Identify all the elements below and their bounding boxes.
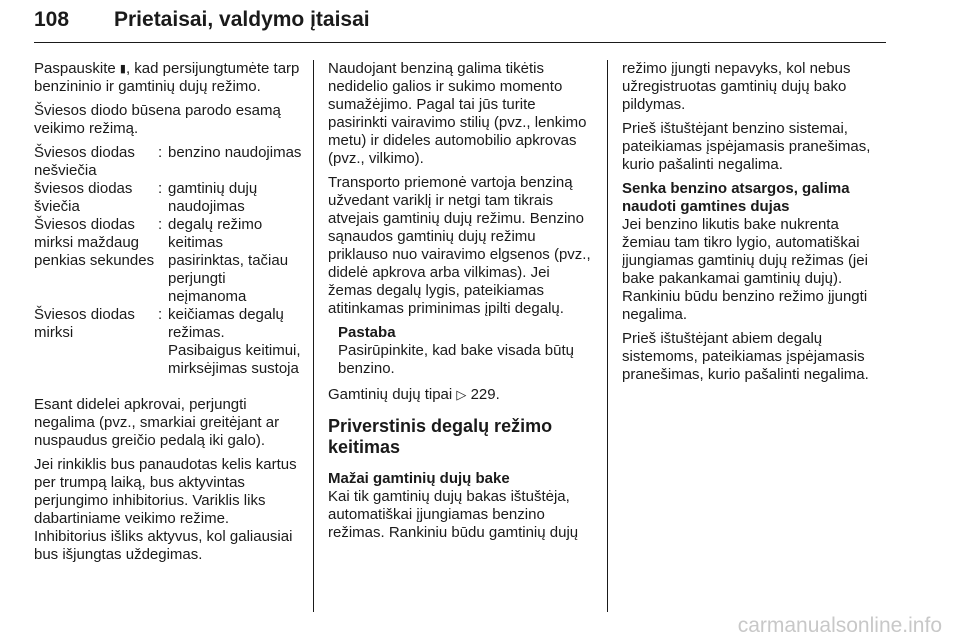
paragraph-fuel-button: Paspauskite ▮, kad persijungtumėte tarp benzininio ir gamtinių dujų režimo. bbox=[34, 60, 300, 95]
page-ref-icon: ▷ bbox=[456, 387, 467, 402]
subsection-heading: Senka benzino atsargos, galima naudoti gamtines dujas bbox=[622, 180, 850, 215]
fuel-button-icon: ▮ bbox=[119, 63, 126, 75]
column-divider-1 bbox=[313, 60, 314, 612]
paragraph-high-load: Esant didelei apkrovai, perjungti negalima (pvz., smarkiai greitėjant ar nuspaudus greičio pedalą iki galo). bbox=[34, 396, 280, 449]
definition-desc: benzino naudojimas bbox=[168, 144, 302, 161]
definition-term: Šviesos diodas mirksi bbox=[34, 306, 135, 341]
section-heading: Priverstinis degalų režimo keitimas bbox=[328, 416, 553, 457]
definition-row: Šviesos diodas mirksi : keičiamas degalų režimas. Pasibaigus keitimui, mirksėjimas sustoja bbox=[34, 306, 301, 377]
page-number: 108 bbox=[34, 8, 70, 31]
paragraph-gas-mode-blocked: režimo įjungti nepavyks, kol nebus užregistruotas gamtinių dujų bako pildymas. bbox=[622, 60, 851, 113]
page-ref-link[interactable]: 229. bbox=[466, 386, 500, 403]
paragraph-gas-types: Gamtinių dujų tipai ▷ 229. bbox=[328, 386, 500, 403]
definition-term: Šviesos diodas nešviečia bbox=[34, 144, 135, 179]
definition-row: šviesos diodas šviečia : gamtinių dujų naudojimas bbox=[34, 180, 302, 216]
definition-term: šviesos diodas šviečia bbox=[34, 180, 133, 215]
paragraph-petrol-usage: Transporto priemonė vartoja benziną užvedant variklį ir netgi tam tikrais atvejais gamtinių dujų režimu. Benzino sąnaudos gamtinių dujų režimu priklauso nuo vairavimo elgsenos (pvz., didelė apkrova arba vilkimas). Jei žemas degalų lygis, pateikiamas atitinkamas priminimas įpilti degalų. bbox=[328, 174, 591, 317]
column-divider-2 bbox=[607, 60, 608, 612]
paragraph-inhibitor: Jei rinkiklis bus panaudotas kelis kartus per trumpą laiką, bus aktyvintas perjungimo inhibitorius. Variklis liks dabartiniame veikimo režime. Inhibitorius išliks aktyvus, kol galiausiai bus išjungtas uždegimas. bbox=[34, 456, 297, 563]
paragraph-power-reduction: Naudojant benziną galima tikėtis nedidelio galios ir sukimo momento sumažėjimo. Pagal tai jūs turite pasirinkti vairavimo stilių (pvz., lenkimo metu) ir dideles automobilio apkrovas (pvz., vilkimo). bbox=[328, 60, 587, 167]
column-1 bbox=[34, 60, 302, 570]
column-3 bbox=[622, 60, 890, 390]
subsection-heading: Mažai gamtinių dujų bake bbox=[328, 470, 510, 487]
header-rule bbox=[34, 42, 886, 43]
watermark: carmanualsonline.info bbox=[737, 614, 942, 637]
definition-row: Šviesos diodas nešviečia : benzino naudojimas bbox=[34, 144, 302, 179]
note-body: Pasirūpinkite, kad bake visada būtų benzino. bbox=[338, 342, 574, 377]
paragraph-petrol-warning: Prieš ištuštėjant benzino sistemai, pateikiamas įspėjamasis pranešimas, kurio pašalinti negalima. bbox=[622, 120, 871, 173]
column-2 bbox=[328, 60, 596, 548]
note-title: Pastaba bbox=[338, 324, 396, 341]
paragraph-low-gas: Kai tik gamtinių dujų bakas ištuštėja, automatiškai įjungiamas benzino režimas. Rankiniu būdu gamtinių dujų bbox=[328, 488, 579, 541]
led-definition-list bbox=[34, 144, 302, 378]
paragraph-led-state: Šviesos diodo būsena parodo esamą veikimo režimą. bbox=[34, 102, 281, 137]
note-box bbox=[328, 324, 596, 378]
definition-row: Šviesos diodas mirksi maždaug penkias sekundes : degalų režimo keitimas pasirinktas, tačiau perjungti neįmanoma bbox=[34, 216, 302, 306]
definition-term: Šviesos diodas mirksi maždaug penkias sekundes bbox=[34, 216, 155, 269]
definition-desc: gamtinių dujų naudojimas bbox=[168, 180, 258, 215]
definition-desc: degalų režimo keitimas pasirinktas, tačiau perjungti neįmanoma bbox=[168, 216, 289, 305]
definition-desc: keičiamas degalų režimas. Pasibaigus keitimui, mirksėjimas sustoja bbox=[168, 306, 301, 377]
page-title: Prietaisai, valdymo įtaisai bbox=[114, 8, 370, 31]
paragraph-low-petrol: Jei benzino likutis bake nukrenta žemiau tam tikro lygio, automatiškai įjungiamas gamtinių dujų režimas (jei bake pakankamai gamtinių dujų). Rankiniu būdu benzino režimo įjungti negalima. bbox=[622, 216, 868, 323]
paragraph-both-warning: Prieš ištuštėjant abiem degalų sistemoms, pateikiamas įspėjamasis pranešimas, kurio pašalinti negalima. bbox=[622, 330, 869, 383]
